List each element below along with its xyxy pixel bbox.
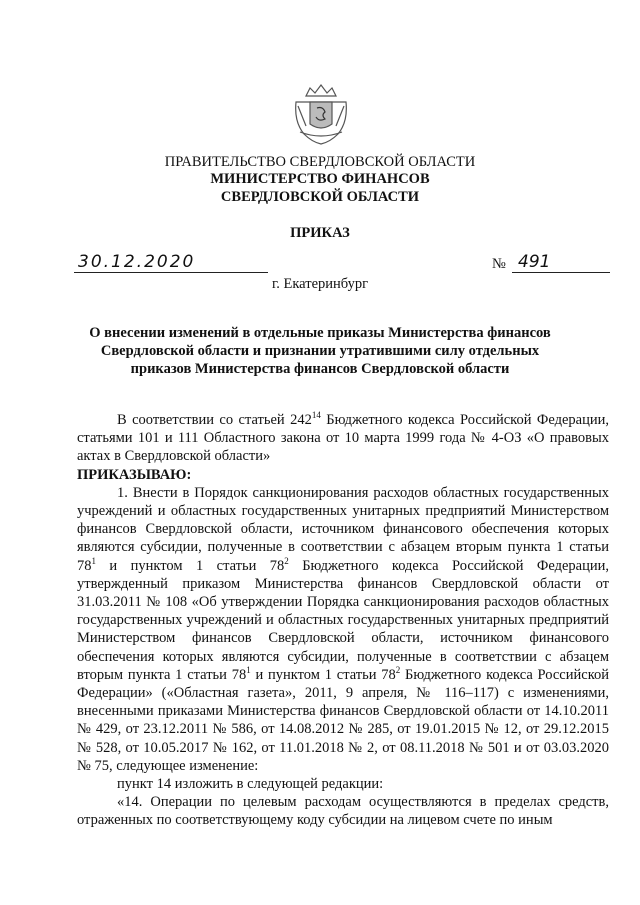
document-type: ПРИКАЗ [290, 225, 350, 241]
paragraph-1: 1. Внести в Порядок санкционирования расходов областных государственных учреждений и областных государственных унитарных предприятий Министерством финансов Свердловской области, источником финансового обеспечения которых являются субсидии, полученные в соответствии с абзацем вторым пункта 1 статьи $78^1$ и пунктом 1 статьи $78^2$ Бюджетного кодекса Российской Федерации, утвержденный приказом Министерства финансов Свердловской области от 31.03.2011 № 108 «Об утверждении Порядка санкционирования расходов областных государственных учреждений и областных государственных унитарных предприятий Министерством финансов Свердловской области, источником финансового обеспечения которых являются субсидии, полученные в соответствии с абзацем вторым пункта 1 статьи $78^1$ и пунктом 1 статьи $78^2$ Бюджетного кодекса Российской Федерации» («Областная газета», 2011, 9 апреля, № 116–117) с изменениями, внесенными приказами Министерства финансов Свердловской области от 14.10.2011 № 429, от 23.12.2011 № 586, от 14.08.2012 № 285, от 19.01.2015 № 12, от 29.12.2015 № 528, от 10.05.2017 № 162, от 11.01.2018 № 2, от 08.11.2018 № 501 и от 03.03.2020 № 75, следующее изменение: [77, 484, 610, 774]
order-number-label: № [492, 256, 506, 272]
order-date: 30.12.2020 [74, 252, 268, 273]
order-subject: О внесении изменений в отдельные приказы Министерства финансов Свердловской области и признании утратившими силу отдельных приказов Министерства финансов Свердловской области [89, 325, 551, 377]
ministry-name: МИНИСТЕРСТВО ФИНАНСОВ [210, 171, 430, 187]
coat-of-arms-icon [292, 82, 350, 148]
government-name: ПРАВИТЕЛЬСТВО СВЕРДЛОВСКОЙ ОБЛАСТИ [164, 154, 476, 170]
order-number: 491 [512, 252, 610, 273]
region-name: СВЕРДЛОВСКОЙ ОБЛАСТИ [220, 189, 420, 205]
paragraph-2: пункт 14 изложить в следующей редакции: [117, 776, 384, 793]
order-city: г. Екатеринбург [271, 276, 369, 292]
intro-paragraph: В соответствии со статьей $242^{14}$ Бюджетного кодекса Российской Федерации, статьями 101 и 111 Областного закона от 10 марта 1999 года № 4-ОЗ «О правовых актах в Свердловской области» [77, 410, 609, 465]
order-body [77, 411, 609, 830]
order-word: ПРИКАЗЫВАЮ: [77, 466, 192, 483]
paragraph-3: «14. Операции по целевым расходам осуществляются в пределах средств, отраженных по соответствующему коду субсидии на лицевом счете по иным [77, 794, 609, 829]
